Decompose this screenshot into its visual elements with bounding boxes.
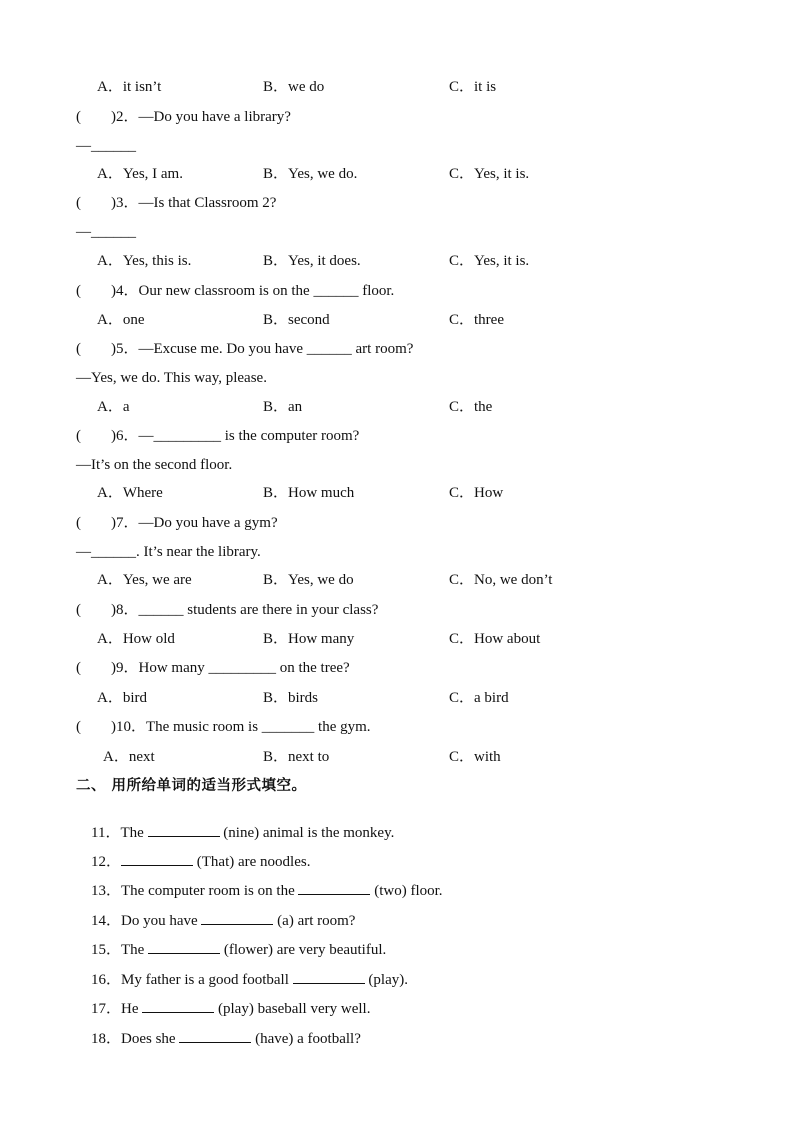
item-pre-text: Do you have [121,913,202,929]
item-post-text: (a) art room? [273,913,356,929]
q5-option-a[interactable]: A．a [97,399,130,415]
item-pre-text: Does she [121,1031,180,1047]
q8-options [0,630,800,648]
q3-option-c[interactable]: C．Yes, it is. [449,253,530,269]
fill-item-18 [76,1011,361,1066]
item-number: 14． [91,913,122,929]
item-pre-text: The computer room is on the [121,883,299,899]
q6-options [0,484,800,502]
item-post-text: (play) baseball very well. [214,1001,371,1017]
answer-blank[interactable] [179,1029,251,1043]
q9-option-b[interactable]: B．birds [263,690,319,706]
item-pre-text: The [120,825,148,841]
q9-options [0,689,800,707]
q5-options [0,398,800,416]
q8-option-c[interactable]: C．How about [449,631,541,647]
q7-reply: —______. It’s near the library. [76,544,261,560]
q6-stem: ( )6．—_________ is the computer room? [76,428,360,444]
q3-option-b[interactable]: B．Yes, it does. [263,253,361,269]
q8-option-b[interactable]: B．How many [263,631,355,647]
q6-option-c[interactable]: C．How [449,485,504,501]
q2-option-b[interactable]: B．Yes, we do. [263,166,358,182]
item-number: 18． [91,1031,122,1047]
q7-options [0,571,800,589]
q5-option-b[interactable]: B．an [263,399,303,415]
item-post-text: (two) floor. [370,883,443,899]
q5-stem: ( )5．—Excuse me. Do you have ______ art room? [76,341,414,357]
q7-option-b[interactable]: B．Yes, we do [263,572,354,588]
q5-option-c[interactable]: C．the [449,399,493,415]
q9-option-c[interactable]: C．a bird [449,690,509,706]
q1-option-a[interactable]: A．it isn’t [97,79,162,95]
q2-options [0,165,800,183]
q2-stem: ( )2．—Do you have a library? [76,109,291,125]
q9-stem: ( )9．How many _________ on the tree? [76,660,350,676]
item-number: 16． [91,972,122,988]
item-pre-text: The [121,942,149,958]
q7-stem: ( )7．—Do you have a gym? [76,515,278,531]
q2-option-c[interactable]: C．Yes, it is. [449,166,530,182]
q4-option-a[interactable]: A．one [97,312,145,328]
q3-answer-line: —______ [76,224,136,240]
q8-stem: ( )8．______ students are there in your class? [76,602,379,618]
q4-option-c[interactable]: C．three [449,312,504,328]
q4-option-b[interactable]: B．second [263,312,330,328]
item-number: 17． [91,1001,122,1017]
item-number: 15． [91,942,122,958]
q1-option-c[interactable]: C．it is [449,79,497,95]
q9-option-a[interactable]: A．bird [97,690,147,706]
q10-option-b[interactable]: B．next to [263,749,330,765]
q10-options [0,748,800,766]
item-post-text: (have) a football? [251,1031,361,1047]
section2-heading: 二、 用所给单词的适当形式填空。 [76,778,307,794]
q10-option-a[interactable]: A．next [103,749,155,765]
item-number: 11． [91,825,121,841]
q4-stem: ( )4．Our new classroom is on the ______ floor. [76,283,395,299]
q10-option-c[interactable]: C．with [449,749,501,765]
q3-options [0,252,800,270]
item-pre-text: He [121,1001,143,1017]
item-post-text: (nine) animal is the monkey. [219,825,395,841]
q10-stem: ( )10．The music room is _______ the gym. [76,719,371,735]
item-number: 12． [91,854,122,870]
q2-answer-line: —______ [76,138,136,154]
q6-option-a[interactable]: A．Where [97,485,163,501]
q2-option-a[interactable]: A．Yes, I am. [97,166,183,182]
item-post-text: (play). [364,972,408,988]
q5-reply: —Yes, we do. This way, please. [76,370,267,386]
q1-option-b[interactable]: B．we do [263,79,325,95]
item-number: 13． [91,883,122,899]
q3-stem: ( )3．—Is that Classroom 2? [76,195,277,211]
q6-reply: —It’s on the second floor. [76,457,233,473]
q1-options [0,78,800,96]
q4-options [0,311,800,329]
q7-option-a[interactable]: A．Yes, we are [97,572,192,588]
item-post-text: (That) are noodles. [193,854,311,870]
item-pre-text: My father is a good football [121,972,293,988]
item-post-text: (flower) are very beautiful. [220,942,387,958]
q3-option-a[interactable]: A．Yes, this is. [97,253,192,269]
q8-option-a[interactable]: A．How old [97,631,175,647]
q6-option-b[interactable]: B．How much [263,485,355,501]
q7-option-c[interactable]: C．No, we don’t [449,572,553,588]
